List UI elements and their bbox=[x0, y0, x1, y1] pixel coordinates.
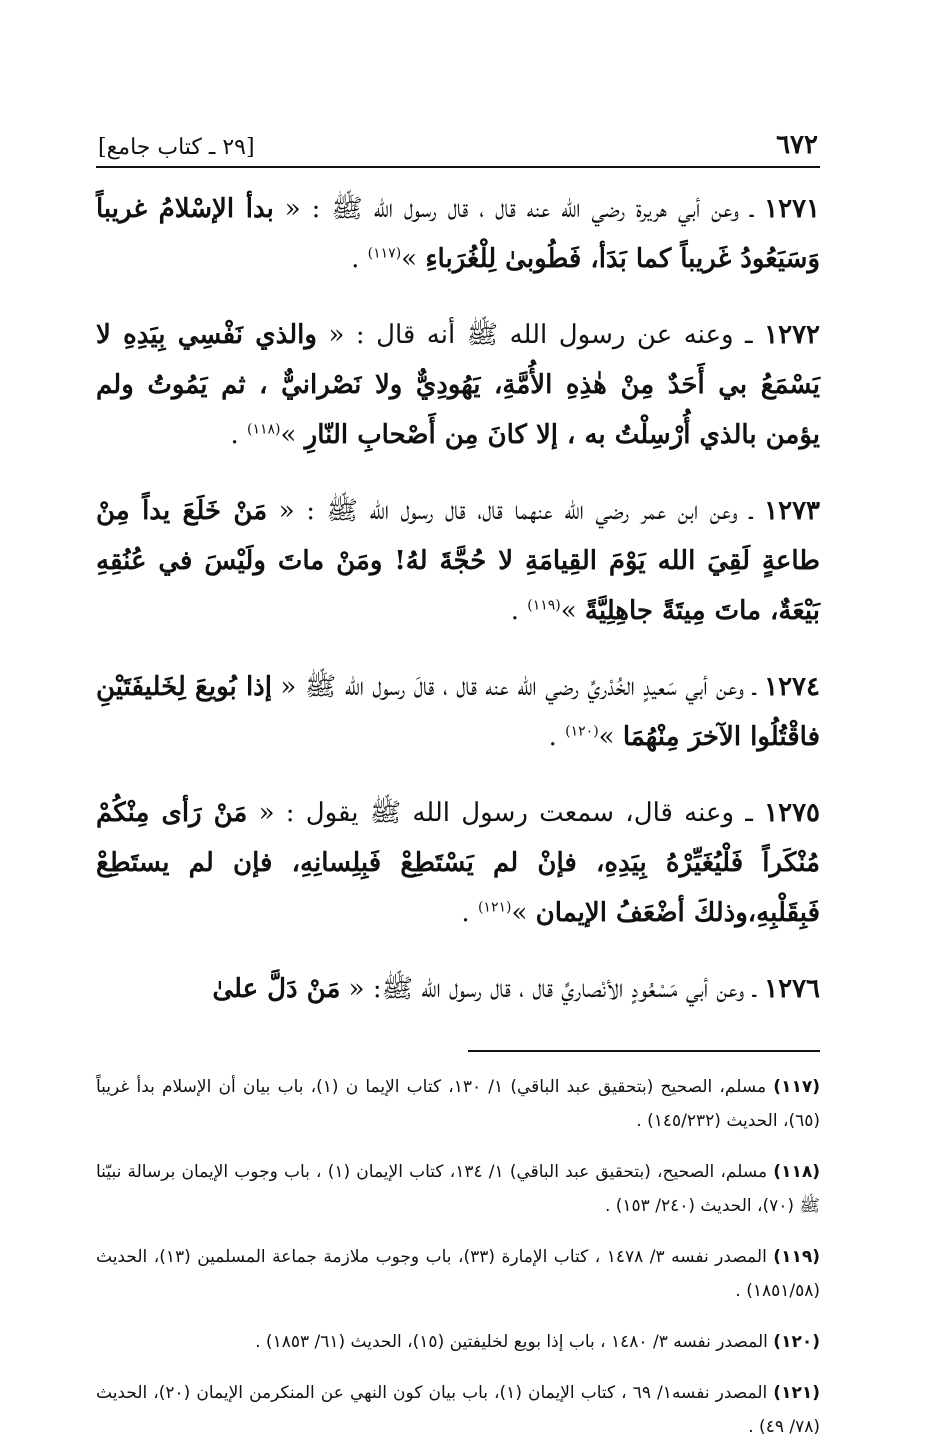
footnotes bbox=[96, 1070, 820, 1444]
footnote-item bbox=[96, 1155, 820, 1223]
hadith-end: . bbox=[548, 722, 566, 752]
hadith-list bbox=[96, 184, 820, 1014]
hadith-text: والذي نَفْسِي بِيَدِهِ لا يَسْمَعُ بي أَحَدٌ مِنْ هٰذِهِ الأُمَّةِ، يَهُودِيٌّ ولا نَصْرانيٌّ ، ثم يَمُوتُ ولم يؤمن بالذي أُرْسِلْتُ به ، إلا كانَ مِن أَصْحابِ النّارِ bbox=[96, 320, 820, 450]
hadith-end: . bbox=[510, 596, 528, 626]
hadith-intro: ـ وعنه قال، سمعت رسول الله ﷺ يقول : « bbox=[247, 798, 765, 828]
footnote-item bbox=[96, 1240, 820, 1308]
hadith-paragraph bbox=[96, 184, 820, 284]
hadith-intro: ـ وعن أبي سَعيدٍ الخُدْريِّ رضي الله عنه قال ، قالَ رسول الله ﷺ « bbox=[271, 672, 765, 702]
quote-close: » bbox=[511, 898, 536, 928]
hadith-text: مَنْ دَلَّ علىٰ bbox=[212, 974, 341, 1004]
footnote-number: (١١٨) bbox=[773, 1162, 820, 1182]
hadith-text: إذا بُويعَ لِخَليفَتَيْنِ فاقْتُلُوا الآخرَ مِنْهُمَا bbox=[96, 672, 820, 752]
footnote-text: المصدر نفسه ٣/ ١٤٧٨ ، كتاب الإمارة (٣٣)، باب وجوب ملازمة جماعة المسلمين (١٣)، الحديث (١٨٥١/٥٨) . bbox=[96, 1247, 820, 1301]
hadith-number: ١٢٧٣ bbox=[764, 496, 820, 526]
footnote-text: مسلم، الصحيح، (بتحقيق عبد الباقي) ١/ ١٣٤، كتاب الإيمان (١) ، باب وجوب الإيمان برسالة نبيّنا ﷺ (٧٠)، الحديث (٢٤٠/ ١٥٣) . bbox=[96, 1162, 820, 1216]
hadith-number: ١٢٧٥ bbox=[764, 798, 820, 828]
page-number: ٦٧٢ bbox=[776, 130, 818, 160]
footnote-item bbox=[96, 1070, 820, 1138]
hadith-text: مَنْ رَأى مِنْكُمْ مُنْكَراً فَلْيُغَيِّرْهُ بِيَدِهِ، فإنْ لم يَسْتَطِعْ فَبِلِسانِهِ، فإن لم يستَطِعْ فَبِقَلْبِهِ،وذلكَ أضْعَفُ الإيمان bbox=[96, 798, 820, 928]
quote-close: » bbox=[598, 722, 623, 752]
footnote-ref[interactable]: (١١٩) bbox=[527, 597, 561, 614]
hadith-paragraph bbox=[96, 964, 820, 1014]
footnote-ref[interactable]: (١١٧) bbox=[367, 245, 402, 262]
book-page bbox=[96, 120, 820, 1437]
hadith-end: . bbox=[461, 898, 478, 928]
hadith-intro: ـ وعن أبي مَسْعُودٍ الأنْصاريِّ قال ، قال رسول الله ﷺ: « bbox=[340, 974, 765, 1004]
quote-close: » bbox=[280, 420, 305, 450]
hadith-paragraph bbox=[96, 788, 820, 938]
hadith-number: ١٢٧٦ bbox=[764, 974, 820, 1004]
footnote-ref[interactable]: (١٢٠) bbox=[565, 723, 599, 740]
footnote-ref[interactable]: (١١٨) bbox=[247, 421, 281, 438]
footnote-text: المصدر نفسه١/ ٦٩ ، كتاب الإيمان (١)، باب بيان كون النهي عن المنكرمن الإيمان (٢٠)، الحديث (٧٨/ ٤٩) . bbox=[96, 1383, 820, 1437]
chapter-title: [٢٩ ـ كتاب جامع] bbox=[98, 135, 255, 160]
hadith-end: . bbox=[230, 420, 247, 450]
footnote-item bbox=[96, 1376, 820, 1444]
quote-close: » bbox=[560, 596, 585, 626]
footnote-number: (١١٩) bbox=[773, 1247, 820, 1267]
hadith-intro: ـ وعن ابن عمر رضي الله عنهما قال، قال رسول الله ﷺ : « bbox=[267, 496, 765, 526]
quote-close: » bbox=[401, 244, 426, 274]
footnote-separator bbox=[468, 1050, 820, 1052]
footnote-item bbox=[96, 1325, 820, 1359]
footnote-number: (١٢١) bbox=[773, 1383, 820, 1403]
footnote-text: مسلم، الصحيح (بتحقيق عبد الباقي) ١/ ١٣٠، كتاب الإيما ن (١)، باب بيان أن الإسلام بدأ غريباً (٦٥)، الحديث (١٤٥/٢٣٢) . bbox=[96, 1077, 820, 1131]
hadith-paragraph bbox=[96, 310, 820, 460]
hadith-paragraph bbox=[96, 486, 820, 636]
footnote-number: (١١٧) bbox=[773, 1077, 820, 1097]
hadith-number: ١٢٧٢ bbox=[764, 320, 820, 350]
hadith-number: ١٢٧٤ bbox=[764, 672, 820, 702]
footnote-number: (١٢٠) bbox=[773, 1332, 820, 1352]
hadith-intro: ـ وعنه عن رسول الله ﷺ أنه قال : « bbox=[316, 320, 765, 350]
hadith-end: . bbox=[351, 244, 368, 274]
footnote-ref[interactable]: (١٢١) bbox=[477, 899, 512, 916]
footnote-text: المصدر نفسه ٣/ ١٤٨٠ ، باب إذا بويع لخليفتين (١٥)، الحديث (٦١/ ١٨٥٣) . bbox=[255, 1332, 774, 1352]
hadith-paragraph bbox=[96, 662, 820, 762]
hadith-number: ١٢٧١ bbox=[764, 194, 820, 224]
hadith-text: بدأ الإسْلامُ غريباً وَسَيَعُودُ غَريباً كما بَدَأ، فَطُوبىٰ لِلْغُرَباءِ bbox=[96, 194, 820, 274]
hadith-text: مَنْ خَلَعَ يداً مِنْ طاعةٍ لَقِيَ الله يَوْمَ القِيامَةِ لا حُجَّةَ لهُ! ومَنْ ماتَ ولَيْسَ في عُنُقِهِ بَيْعَةٌ، ماتَ مِيتَةً جاهِلِيَّةً bbox=[96, 496, 820, 626]
page-header bbox=[96, 120, 820, 168]
hadith-intro: ـ وعن أبي هريرة رضي الله عنه قال ، قال رسول الله ﷺ : « bbox=[273, 194, 765, 224]
